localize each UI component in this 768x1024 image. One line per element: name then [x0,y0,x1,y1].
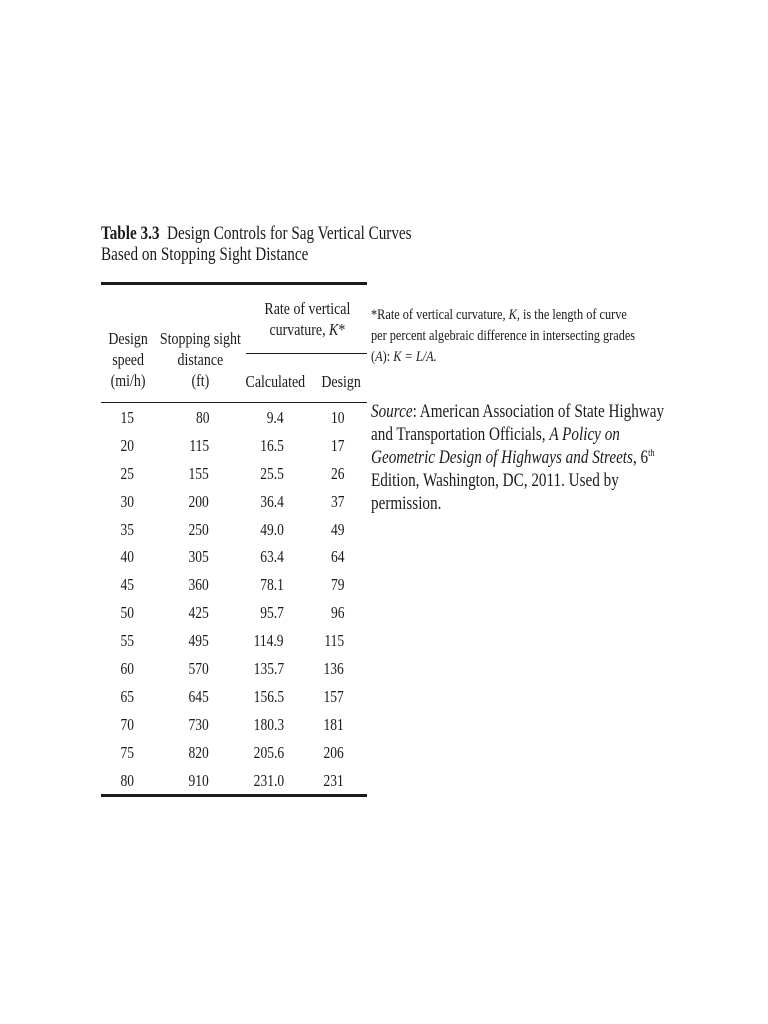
k-spanner-rule [246,353,367,354]
caption-line-1 [101,224,412,245]
cell-k-calculated: 9.4 [267,408,284,427]
cell-stopping-sight-distance: 730 [188,714,209,734]
cell-k-calculated: 49.0 [260,519,284,539]
cell-k-design: 17 [330,435,344,455]
cell-k-design: 231 [323,770,344,790]
cell-k-design: 115 [324,631,344,651]
cell-k-design: 181 [323,714,344,734]
cell-design-speed: 25 [120,463,134,483]
table-title-line-1: Design Controls for Sag Vertical Curves [167,224,412,244]
cell-design-speed: 50 [120,603,134,623]
cell-k-design: 37 [330,491,344,511]
cell-k-design: 157 [323,686,344,706]
cell-design-speed: 70 [120,714,134,734]
cell-k-design: 26 [330,463,344,483]
cell-stopping-sight-distance: 820 [188,742,209,762]
table-number: Table 3.3 [101,224,160,244]
cell-stopping-sight-distance: 305 [188,547,209,567]
cell-design-speed: 35 [120,519,134,539]
cell-k-calculated: 63.4 [260,547,284,567]
table-row [101,490,367,518]
cell-k-design: 64 [330,547,344,567]
cell-k-calculated: 16.5 [260,435,284,455]
table-caption [101,224,412,266]
cell-k-design: 136 [323,659,344,679]
table-top-rule [101,282,367,285]
table-row [101,685,367,713]
cell-stopping-sight-distance: 80 [195,408,209,427]
cell-design-speed: 60 [120,659,134,679]
cell-k-calculated: 114.9 [254,631,284,651]
table-row [101,406,367,434]
footnote: *Rate of vertical curvature, K, is the length of curve per percent algebraic difference in intersecting grades (A): K = L/A. [371,307,636,365]
formula: K = L/A. [393,349,437,365]
cell-stopping-sight-distance: 360 [188,575,209,595]
cell-design-speed: 20 [120,435,134,455]
table-row [101,741,367,769]
table-row [101,713,367,741]
cell-k-design: 206 [323,742,344,762]
header-design: Design [321,372,361,391]
table-body [101,406,367,796]
cell-k-design: 79 [330,575,344,595]
cell-design-speed: 65 [120,686,134,706]
cell-k-calculated: 25.5 [260,463,284,483]
header-rate-of-vertical-curvature: Rate of vertical curvature, K* [264,299,350,339]
cell-k-calculated: 36.4 [260,491,284,511]
header-stopping-sight-distance: Stopping sight distance (ft) [159,329,241,390]
source-note: Source: American Association of State Highway and Transportation Officials, A Policy on Geometric Design of Highways and Streets, 6th Edition, Washington, DC, 2011. Used by permission. [371,402,665,514]
cell-k-calculated: 156.5 [253,686,284,706]
header-calculated: Calculated [245,372,305,391]
cell-design-speed: 40 [120,547,134,567]
cell-design-speed: 30 [120,491,134,511]
cell-k-calculated: 180.3 [253,714,284,734]
cell-k-design: 10 [330,408,344,427]
table-row [101,573,367,601]
table-header-rule [101,402,367,403]
k-symbol: K [328,320,338,339]
cell-stopping-sight-distance: 645 [188,686,209,706]
cell-stopping-sight-distance: 115 [189,435,209,455]
table-row [101,545,367,573]
table-row [101,518,367,546]
cell-k-design: 49 [330,519,344,539]
table-row [101,462,367,490]
table-row [101,629,367,657]
cell-k-calculated: 135.7 [253,659,284,679]
table-row [101,769,367,797]
cell-stopping-sight-distance: 200 [188,491,209,511]
table-row [101,434,367,462]
cell-k-calculated: 95.7 [260,603,284,623]
cell-k-calculated: 205.6 [253,742,284,762]
source-label: Source [371,402,413,422]
cell-design-speed: 45 [120,575,134,595]
cell-stopping-sight-distance: 570 [188,659,209,679]
cell-stopping-sight-distance: 495 [188,631,209,651]
table-title-line-2: Based on Stopping Sight Distance [101,245,309,265]
table-row [101,657,367,685]
table-row [101,601,367,629]
cell-design-speed: 55 [120,631,134,651]
cell-stopping-sight-distance: 910 [188,770,209,790]
cell-stopping-sight-distance: 250 [188,519,209,539]
cell-k-calculated: 231.0 [253,770,284,790]
cell-design-speed: 15 [120,408,134,427]
cell-stopping-sight-distance: 155 [188,463,209,483]
header-design-speed: Design speed (mi/h) [108,329,148,390]
cell-k-calculated: 78.1 [260,575,284,595]
cell-design-speed: 75 [120,742,134,762]
cell-stopping-sight-distance: 425 [188,603,209,623]
cell-k-design: 96 [330,603,344,623]
cell-design-speed: 80 [120,770,134,790]
